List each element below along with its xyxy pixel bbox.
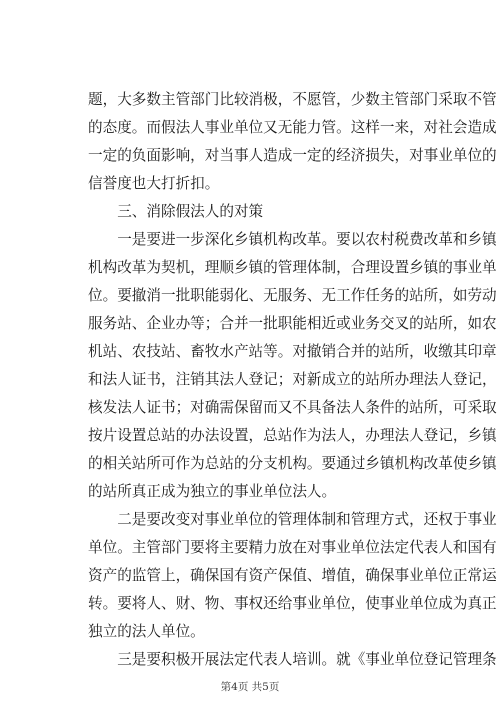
text-line: 资产的监管上，确保国有资产保值、增值，确保事业单位正常运 [88,567,497,584]
text-line: 二是要改变对事业单位的管理体制和管理方式，还权于事业 [88,511,497,528]
text-line: 信誉度也大打折扣。 [88,175,220,192]
text-line: 机构改革为契机，理顺乡镇的管理体制，合理设置乡镇的事业单 [88,259,497,276]
section-heading: 三、消除假法人的对策 [88,203,264,220]
text-line: 按片设置总站的办法设置，总站作为法人，办理法人登记，乡镇 [88,427,497,444]
text-line: 和法人证书，注销其法人登记；对新成立的站所办理法人登记， [88,371,497,388]
text-line: 服务站、企业办等；合并一批职能相近或业务交叉的站所，如农 [88,315,497,332]
text-line: 的态度。而假法人事业单位又无能力管。这样一来，对社会造成 [88,119,497,136]
text-line: 三是要积极开展法定代表人培训。就《事业单位登记管理条 [88,651,497,668]
text-line: 单位。主管部门要将主要精力放在对事业单位法定代表人和国有 [88,539,497,556]
page-footer: 第4页 共5页 [220,681,280,693]
text-line: 的相关站所可作为总站的分支机构。要通过乡镇机构改革使乡镇 [88,455,497,472]
text-line: 位。要撤消一批职能弱化、无服务、无工作任务的站所，如劳动 [88,287,497,304]
text-line: 核发法人证书；对确需保留而又不具备法人条件的站所，可采取 [88,399,497,416]
text-line: 的站所真正成为独立的事业单位法人。 [88,483,337,500]
text-line: 一定的负面影响，对当事人造成一定的经济损失，对事业单位的 [88,147,497,164]
text-line: 题，大多数主管部门比较消极，不愿管，少数主管部门采取不管 [88,91,497,108]
text-line: 机站、农技站、畜牧水产站等。对撤销合并的站所，收缴其印章 [88,343,497,360]
text-line: 转。要将人、财、物、事权还给事业单位，使事业单位成为真正 [88,595,497,612]
text-line: 一是要进一步深化乡镇机构改革。要以农村税费改革和乡镇 [88,231,497,248]
text-line: 独立的法人单位。 [88,623,205,640]
